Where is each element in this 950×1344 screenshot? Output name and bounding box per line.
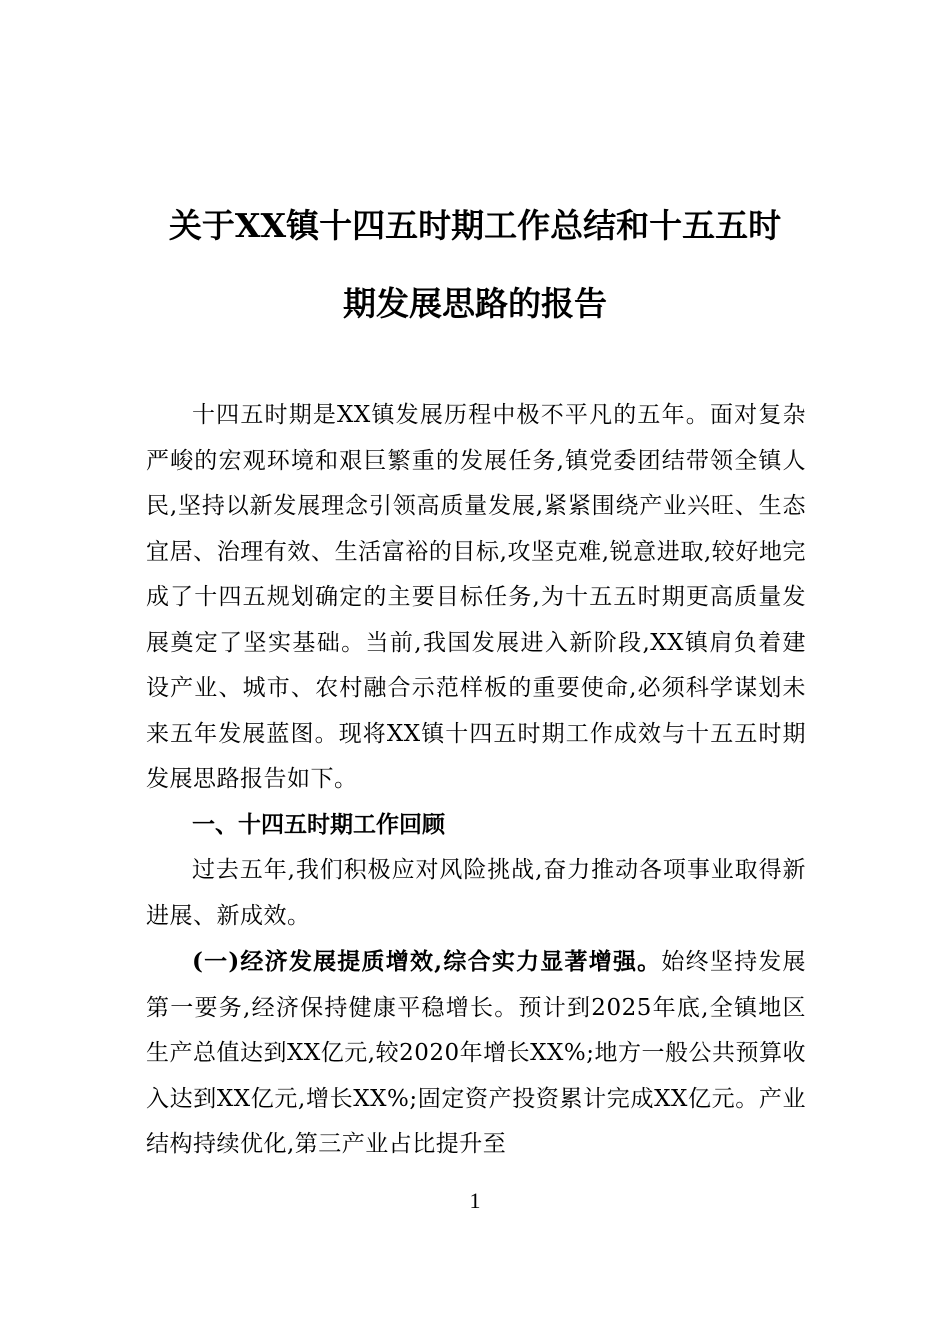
subsection1-text: 始终坚持发展第一要务,经济保持健康平稳增长。预计到2025年底,全镇地区生产总值达到XX亿元,较2020年增长XX%;地方一般公共预算收入达到XX亿元,增长XX%;固定资产投资累计完成XX亿元。产业结构持续优化,第三产业占比提升至: [146, 949, 807, 1157]
title-line-1: 关于XX镇十四五时期工作总结和十五五时: [168, 206, 782, 245]
section1-intro-paragraph: 过去五年,我们积极应对风险挑战,奋力推动各项事业取得新进展、新成效。: [146, 857, 806, 929]
page-number: 1: [469, 1188, 481, 1213]
subsection1-lead: (一)经济发展提质增效,综合实力显著增强。: [192, 948, 662, 975]
subsection1-paragraph: [146, 939, 806, 1168]
title-line-2: 期发展思路的报告: [343, 284, 607, 323]
section-heading-1: 一、十四五时期工作回顾: [192, 811, 445, 838]
intro-paragraph: 十四五时期是XX镇发展历程中极不平凡的五年。面对复杂严峻的宏观环境和艰巨繁重的发展任务,镇党委团结带领全镇人民,坚持以新发展理念引领高质量发展,紧紧围绕产业兴旺、生态宜居、治理有效、生活富裕的目标,攻坚克难,锐意进取,较好地完成了十四五规划确定的主要目标任务,为十五五时期更高质量发展奠定了坚实基础。当前,我国发展进入新阶段,XX镇肩负着建设产业、城市、农村融合示范样板的重要使命,必须科学谋划未来五年发展蓝图。现将XX镇十四五时期工作成效与十五五时期发展思路报告如下。: [146, 402, 806, 792]
document-body: [146, 393, 806, 1168]
document-title: [130, 187, 820, 343]
